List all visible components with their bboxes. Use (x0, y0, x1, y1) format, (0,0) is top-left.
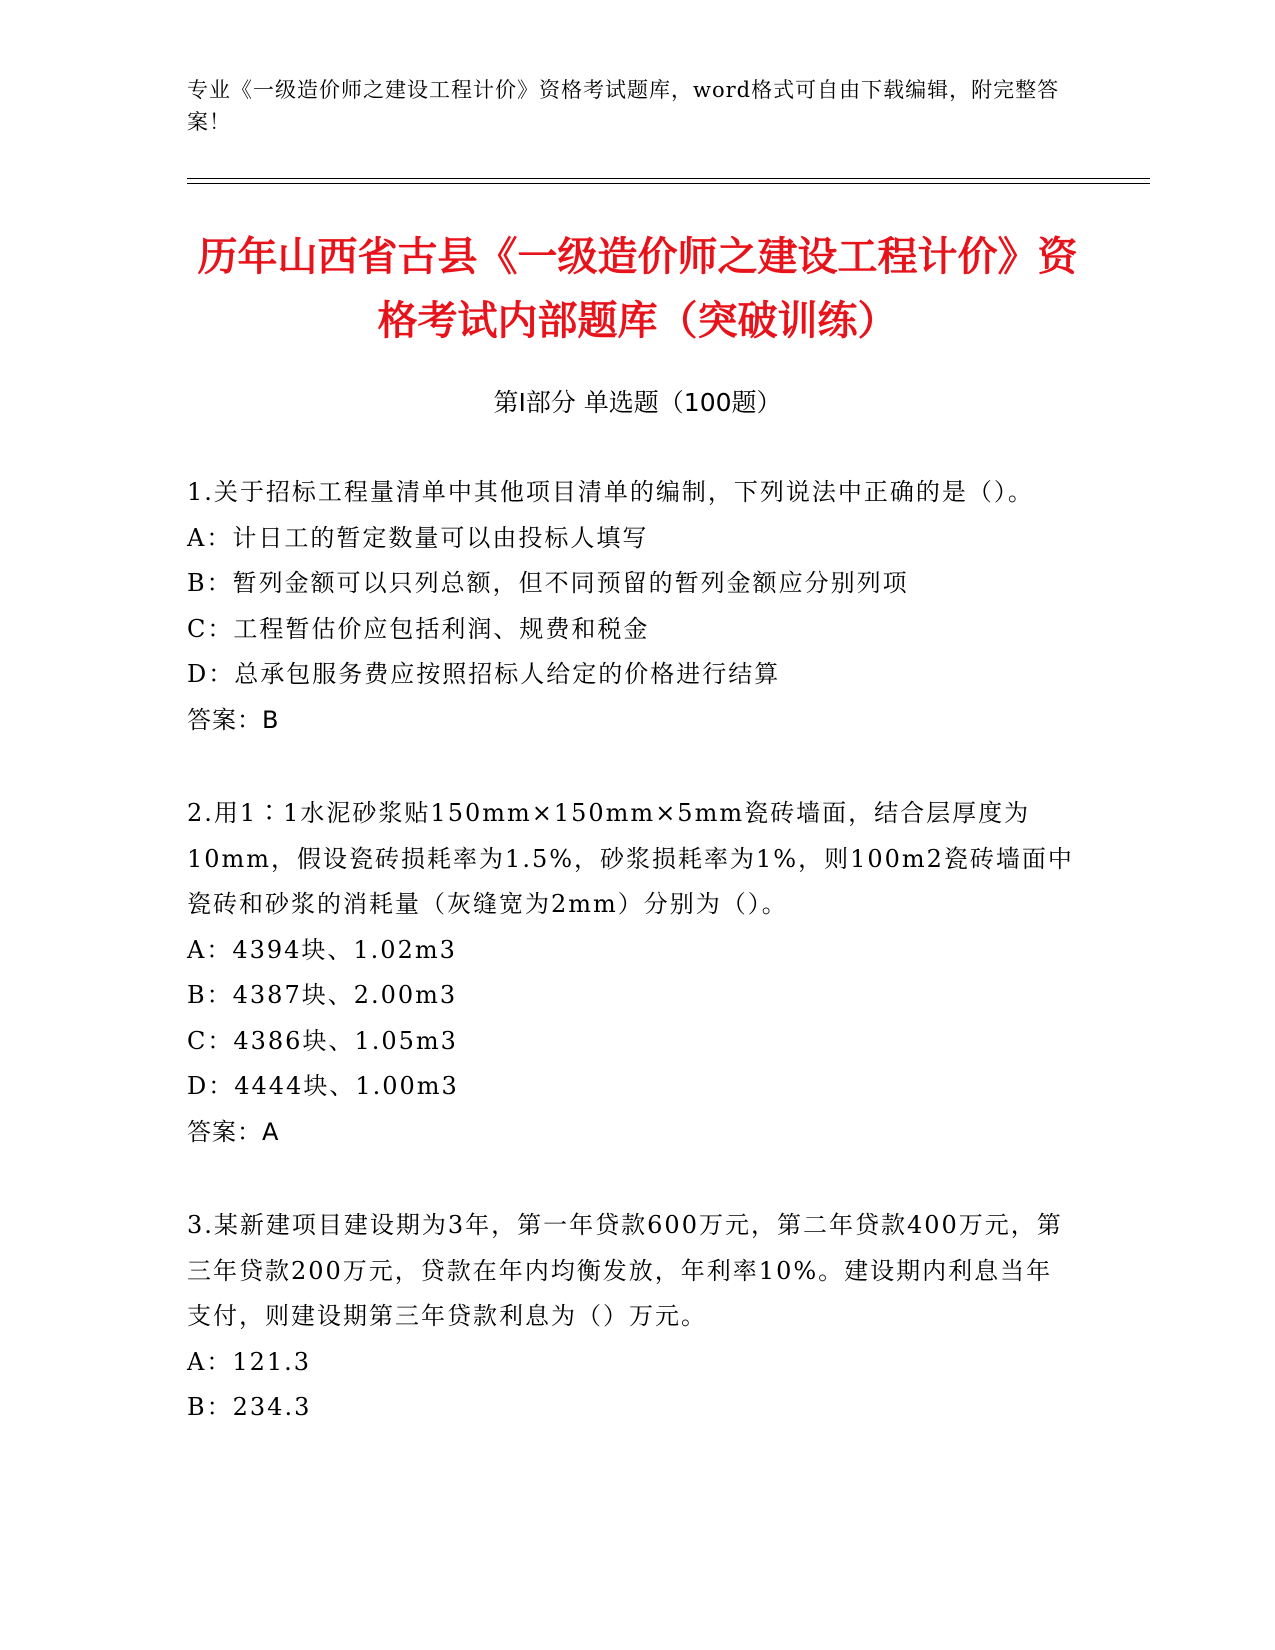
option-a: A：4394块、1.02m3 (187, 935, 457, 964)
header-divider-bottom (187, 183, 1150, 184)
option-a: A：计日工的暂定数量可以由投标人填写 (187, 523, 649, 552)
question-3 (187, 1203, 1077, 1431)
option-a: A：121.3 (187, 1347, 312, 1376)
answer-label: 答案：A (187, 1117, 280, 1146)
option-b: B：暂列金额可以只列总额，但不同预留的暂列金额应分别列项 (187, 569, 909, 597)
question-stem: 1.关于招标工程量清单中其他项目清单的编制，下列说法中正确的是（）。 (187, 478, 1034, 506)
question-stem: 3.某新建项目建设期为3年，第一年贷款600万元，第二年贷款400万元，第三年贷款200万元，贷款在年内均衡发放，年利率10%。建设期内利息当年支付，则建设期第三年贷款利息为（）万元。 (187, 1211, 1063, 1330)
question-list (187, 470, 1077, 1479)
document-title: 历年山西省古县《一级造价师之建设工程计价》资格考试内部题库（突破训练） (197, 234, 1078, 344)
option-b: B：4387块、2.00m3 (187, 981, 458, 1009)
answer-label: 答案：B (187, 705, 280, 734)
option-d: D：4444块、1.00m3 (187, 1072, 459, 1100)
question-2 (187, 791, 1077, 1155)
option-c: C：4386块、1.05m3 (187, 1026, 458, 1055)
option-c: C：工程暂估价应包括利润、规费和税金 (187, 614, 650, 643)
question-1 (187, 470, 1077, 743)
section-title: 第Ⅰ部分 单选题（100题） (493, 388, 782, 417)
question-stem: 2.用1∶1水泥砂浆贴150mm×150mm×5mm瓷砖墙面，结合层厚度为10mm，假设瓷砖损耗率为1.5%，砂浆损耗率为1%，则100m2瓷砖墙面中瓷砖和砂浆的消耗量（灰缝宽为2mm）分别为（）。 (187, 799, 1074, 918)
header-note: 专业《一级造价师之建设工程计价》资格考试题库，word格式可自由下载编辑，附完整答案！ (187, 78, 1060, 134)
option-b: B：234.3 (187, 1393, 312, 1421)
header-divider-top (187, 178, 1150, 179)
option-d: D：总承包服务费应按照招标人给定的价格进行结算 (187, 660, 781, 688)
